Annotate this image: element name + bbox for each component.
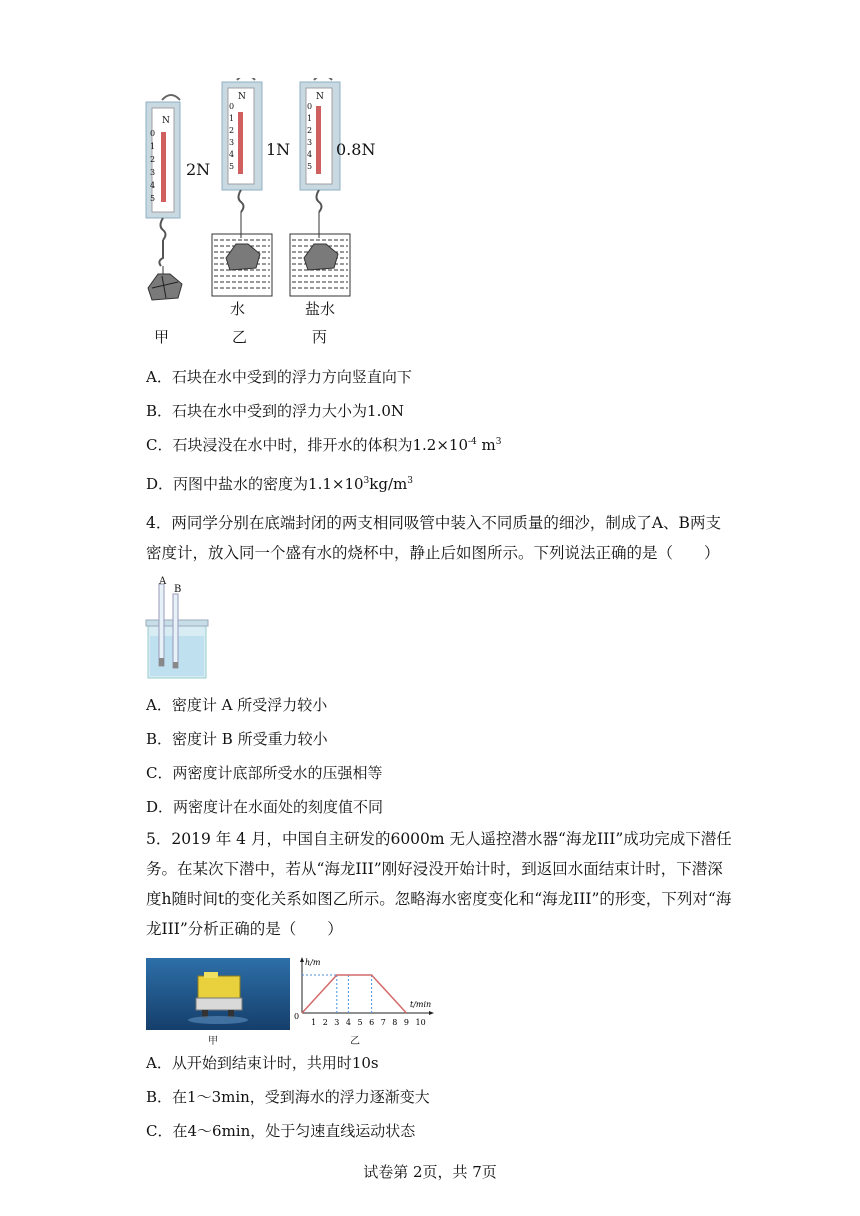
liquid-label-saltwater: 盐水 [305, 300, 336, 318]
scale-ticks-jia: 0 1 2 3 4 5 [150, 129, 156, 203]
chart-tick-label: 3 [334, 1018, 340, 1027]
chart-tick-label: 10 [415, 1018, 426, 1027]
chart-origin: 0 [294, 1012, 300, 1021]
q3-option-c: C．石块浸没在水中时，排开水的体积为$1.2\times 10^{-4}$ $m^3$ [146, 436, 502, 454]
chart-tick-label: 7 [380, 1018, 386, 1027]
chart-tick-label: 1 [311, 1018, 317, 1027]
q4-stem: 4．两同学分别在底端封闭的两支相同吸管中装入不同质量的细沙，制成了A、B两支密度计，放入同一个盛有水的烧杯中，静止后如图所示。下列说法正确的是（ ） [146, 514, 721, 562]
q4-option-d: D．两密度计在水面处的刻度值不同 [146, 798, 384, 816]
scale-ticks-yi: 0 1 2 3 4 5 [229, 102, 235, 171]
q3-option-d: D．丙图中盐水的密度为$1.1\times 10^3kg/m^3$ [146, 475, 413, 493]
panel-label-yi: 乙 [232, 328, 248, 346]
q5-option-b: B．在1～3min，受到海水的浮力逐渐变大 [146, 1088, 430, 1106]
q5-stem: 5．2019 年 4 月，中国自主研发的6000m 无人遥控潜水器“海龙III”成功完成下潜任务。在某次下潜中，若从“海龙III”刚好浸没开始计时，到返回水面结束计时，下潜深度h随时间t的变化关系如图乙所示。忽略海水密度变化和“海龙III”的形变，下列对“海龙III”分析正确的是（ ） [146, 830, 732, 938]
q4-option-c: C．两密度计底部所受水的压强相等 [146, 764, 383, 782]
chart-tick-label: 6 [369, 1018, 375, 1027]
scale-ticks-bing: 0 1 2 3 4 5 [307, 102, 313, 171]
submersible-photo [146, 958, 290, 1030]
chart-tick-label: 4 [345, 1018, 351, 1027]
depth-series-line [302, 975, 406, 1013]
q3-option-b: B．石块在水中受到的浮力大小为1.0N [146, 402, 405, 420]
q4-option-a: A．密度计 A 所受浮力较小 [146, 696, 328, 714]
liquid-label-water: 水 [230, 300, 246, 318]
scale-unit: N [316, 92, 324, 102]
chart-x-arrow [429, 1011, 434, 1015]
page-footer: 试卷第 2页，共 7页 [363, 1163, 497, 1181]
chart-label-yi: 乙 [350, 1036, 360, 1047]
chart-tick-label: 5 [357, 1018, 363, 1027]
depth-time-chart [292, 955, 442, 1035]
reading-yi: 1N [266, 140, 291, 159]
spring-scale-bing [290, 78, 350, 296]
chart-y-arrow [300, 957, 304, 962]
photo-label-jia: 甲 [208, 1036, 218, 1047]
chart-tick-label: 2 [322, 1018, 328, 1027]
reading-bing: 0.8N [336, 140, 376, 159]
chart-xlabel: t/min [410, 1000, 432, 1009]
chart-ylabel: h/m [305, 958, 321, 967]
chart-tick-label: 9 [403, 1018, 409, 1027]
q5-option-c: C．在4～6min，处于匀速直线运动状态 [146, 1122, 416, 1140]
q5-option-a: A．从开始到结束计时，共用时10s [146, 1054, 379, 1072]
spring-scale-figure [140, 78, 380, 318]
q3-option-a: A．石块在水中受到的浮力方向竖直向下 [146, 368, 412, 386]
q4-option-b: B．密度计 B 所受重力较小 [146, 730, 328, 748]
hydrometer-label-a: A [159, 576, 167, 587]
scale-unit: N [162, 116, 170, 126]
scale-unit: N [238, 92, 246, 102]
reading-jia: 2N [186, 160, 211, 179]
panel-label-jia: 甲 [154, 328, 170, 346]
spring-scale-yi [212, 78, 272, 296]
hydrometer-label-b: B [174, 584, 182, 595]
panel-label-bing: 丙 [312, 328, 328, 346]
chart-tick-label: 8 [392, 1018, 398, 1027]
